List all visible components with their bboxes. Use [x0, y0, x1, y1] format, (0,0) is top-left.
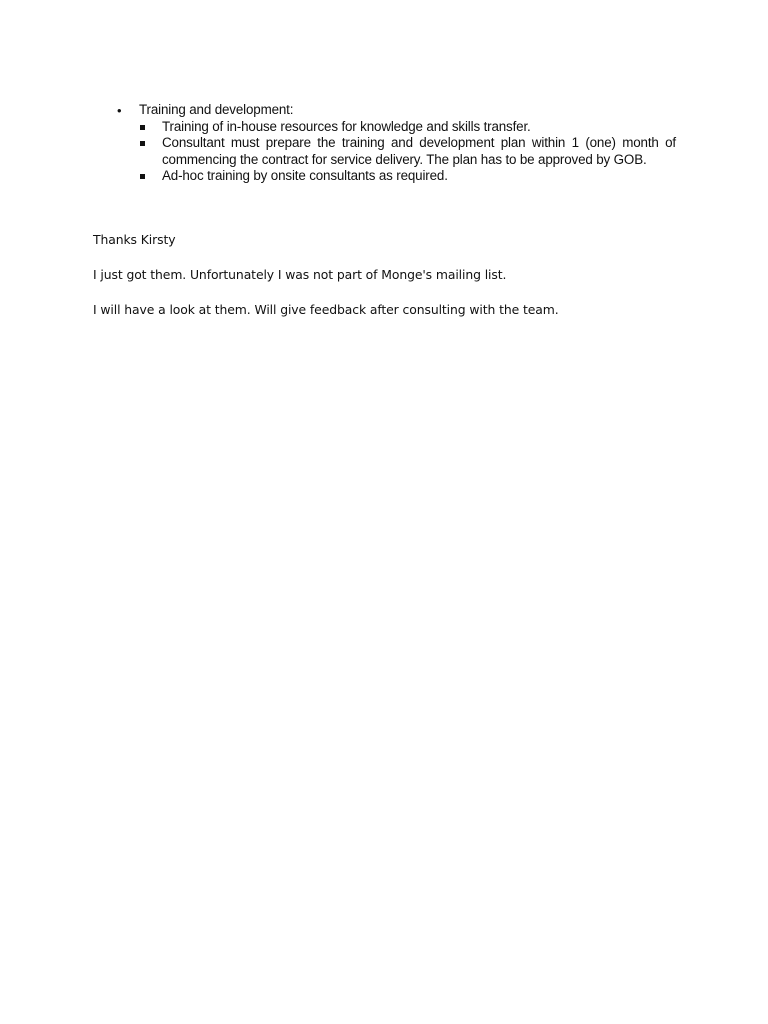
bullet-list — [114, 102, 676, 185]
note-mailing-list: I just got them. Unfortunately I was not part of Monge's mailing list. — [93, 267, 507, 282]
square-bullet-icon — [140, 141, 145, 146]
square-bullet-icon — [140, 125, 145, 130]
note-thanks: Thanks Kirsty — [93, 232, 176, 247]
sub-list-item-text: Training of in-house resources for knowledge and skills transfer. — [162, 118, 531, 134]
sub-list-item — [114, 135, 676, 168]
note-feedback: I will have a look at them. Will give feedback after consulting with the team. — [93, 302, 559, 317]
sub-list-item-text: Ad-hoc training by onsite consultants as required. — [162, 168, 448, 183]
list-item-training-development — [114, 102, 676, 119]
bullet-dot-icon: • — [117, 103, 122, 118]
list-heading: Training and development: — [139, 102, 294, 117]
sub-list-item-text: Consultant must prepare the training and development plan within 1 (one) month of commencing the contract for service delivery. The plan has to be approved by GOB. — [162, 135, 676, 167]
sub-list-item — [114, 168, 676, 185]
sub-list-item — [114, 119, 676, 136]
square-bullet-icon — [140, 174, 145, 179]
